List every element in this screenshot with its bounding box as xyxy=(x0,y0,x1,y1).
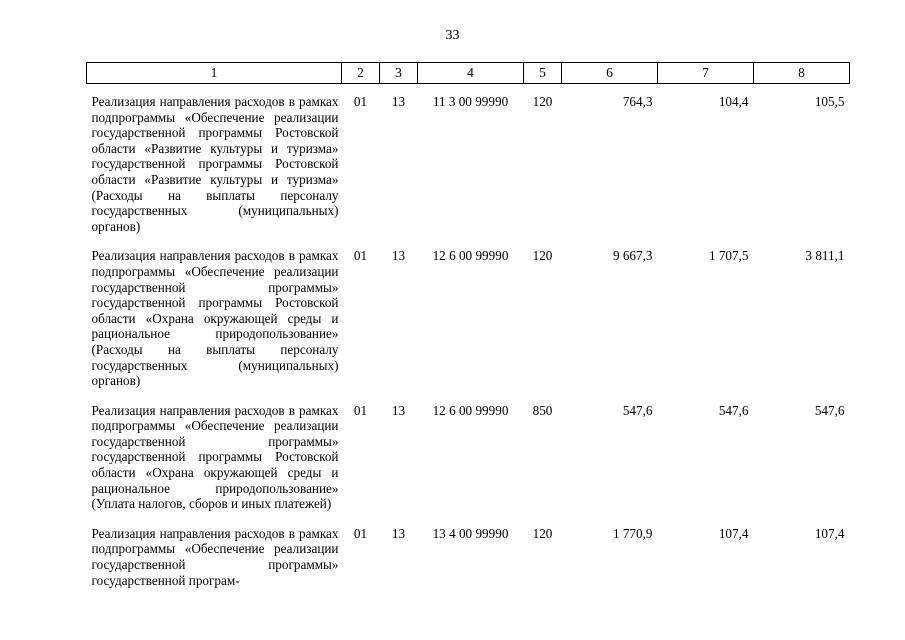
row-description: Реализация направления расходов в рамках подпрограммы «Обеспечение реализации государственной программы» государственной програм- xyxy=(91,525,339,588)
row-section-code: 01 xyxy=(353,402,368,418)
column-header-1: 1 xyxy=(87,63,342,84)
table-row xyxy=(87,84,850,239)
table-row xyxy=(87,238,850,392)
row-target-item-code: 12 6 00 99990 xyxy=(432,402,509,418)
row-subsection-code: 13 xyxy=(391,248,406,264)
budget-table xyxy=(86,62,850,592)
table-row xyxy=(87,516,850,592)
row-expense-type-code: 120 xyxy=(532,248,553,264)
row-value-col7: 107,4 xyxy=(718,525,749,541)
row-subsection-code: 13 xyxy=(391,94,406,109)
row-value-col7: 547,6 xyxy=(718,402,749,418)
column-header-3: 3 xyxy=(380,63,418,84)
table-row xyxy=(87,393,850,516)
row-section-code: 01 xyxy=(353,94,368,109)
row-subsection-code: 13 xyxy=(391,525,406,541)
row-expense-type-code: 120 xyxy=(532,94,553,109)
column-header-2: 2 xyxy=(342,63,380,84)
row-expense-type-code: 850 xyxy=(532,402,553,418)
column-header-4: 4 xyxy=(418,63,524,84)
column-header-7: 7 xyxy=(658,63,754,84)
row-value-col6: 764,3 xyxy=(622,94,653,109)
row-value-col8: 107,4 xyxy=(814,525,845,541)
row-section-code: 01 xyxy=(353,525,368,541)
row-description: Реализация направления расходов в рамках подпрограммы «Обеспечение реализации государственной программы» государственной программы Ростовской области «Охрана окружающей среды и рациональное природопользование» (Расходы на выплаты персоналу государственных (муниципальных) органов) xyxy=(91,248,339,389)
row-description: Реализация направления расходов в рамках подпрограммы «Обеспечение реализации государственной программы Ростовской области «Развитие культуры и туризма» государственной программы Ростовской области «Развитие культуры и туризма» (Расходы на выплаты персоналу государственных (муниципальных) органов) xyxy=(91,94,339,234)
column-header-8: 8 xyxy=(754,63,850,84)
row-target-item-code: 12 6 00 99990 xyxy=(432,248,509,264)
row-value-col7: 104,4 xyxy=(718,94,749,109)
column-header-5: 5 xyxy=(524,63,562,84)
table-header-row xyxy=(87,63,850,84)
row-target-item-code: 13 4 00 99990 xyxy=(432,525,509,541)
column-header-6: 6 xyxy=(562,63,658,84)
row-value-col8: 3 811,1 xyxy=(805,248,845,264)
row-value-col8: 547,6 xyxy=(814,402,845,418)
row-target-item-code: 11 3 00 99990 xyxy=(432,94,509,109)
row-value-col6: 9 667,3 xyxy=(612,248,653,264)
row-expense-type-code: 120 xyxy=(532,525,553,541)
row-value-col8: 105,5 xyxy=(814,94,845,109)
row-section-code: 01 xyxy=(353,248,368,264)
page-number: 33 xyxy=(445,28,460,43)
row-value-col7: 1 707,5 xyxy=(708,248,749,264)
row-subsection-code: 13 xyxy=(391,402,406,418)
row-description: Реализация направления расходов в рамках подпрограммы «Обеспечение реализации государственной программы» государственной программы Ростовской области «Охрана окружающей среды и рациональное природопользование» (Уплата налогов, сборов и иных платежей) xyxy=(91,402,339,512)
row-value-col6: 547,6 xyxy=(622,402,653,418)
row-value-col6: 1 770,9 xyxy=(612,525,653,541)
